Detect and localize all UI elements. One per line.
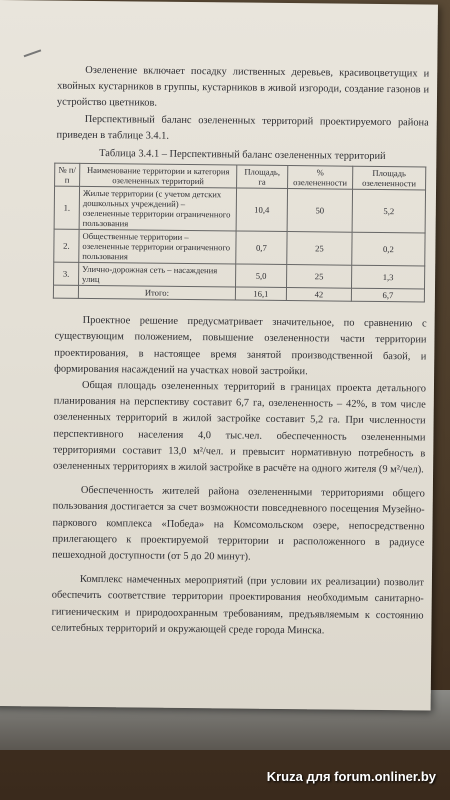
- header-name: Наименование территории и категория озелененных территорий: [80, 164, 237, 189]
- cell-green: 6,7: [351, 288, 424, 302]
- table-caption: Таблица 3.4.1 – Перспективный баланс озелененных территорий: [99, 148, 386, 163]
- cell-name: Жилые территории (с учетом детских дошкольных учреждений) – озелененные территории ограниченного пользования: [79, 187, 236, 232]
- header-green-area: Площадь озелененности: [353, 166, 426, 190]
- watermark-text: Kruza для forum.onliner.by: [266, 769, 436, 784]
- cell-num: 3.: [54, 262, 79, 285]
- header-pct: % озелененности: [288, 166, 353, 190]
- paragraph: Перспективный баланс озелененных территорий проектируемого района приведен в таблице 3.4.1.: [56, 113, 429, 142]
- cell-pct: 25: [287, 232, 352, 266]
- cell-area: 16,1: [235, 287, 286, 301]
- header-num: № п/п: [55, 163, 80, 186]
- cell-name: Итого:: [78, 286, 235, 301]
- cell-pct: 25: [287, 265, 352, 289]
- cell-pct: 42: [286, 288, 351, 302]
- cell-pct: 50: [287, 189, 352, 233]
- cell-green: 5,2: [352, 189, 425, 233]
- pen-mark: [24, 49, 42, 57]
- cell-num: [53, 285, 78, 298]
- paragraph: Проектное решение предусматривает значительное, по сравнению с существующим положением, повышение озелененности части территории проектирования, в настоящее время занятой производственной базой, и формирования насаждений на участках новой застройки.: [54, 315, 427, 378]
- table-row: [54, 229, 425, 266]
- paragraph: Обеспеченность жителей района озелененными территориями общего пользования достигается за счет возможности повседневного посещения Музейно-паркового комплекса «Победа» на Комсомольском озере, непосредственно прилегающего к проектируемой территории и расположенного в радиусе пешеходной доступности (от 5 до 20 минут).: [52, 485, 425, 563]
- cell-name: Общественные территории – озелененные территории ограниченного пользования: [79, 230, 236, 265]
- cell-area: 5,0: [236, 264, 287, 288]
- cell-area: 0,7: [236, 231, 287, 265]
- header-area: Площадь, га: [237, 165, 288, 189]
- paragraph: Озеленение включает посадку лиственных деревьев, красивоцветущих и хвойных кустарников в группы, кустарников в живой изгороди, создание газонов и устройство цветников.: [56, 64, 430, 110]
- cell-green: 1,3: [351, 265, 424, 289]
- paragraph: Комплекс намеченных мероприятий (при условии их реализации) позволит обеспечить соответствие территории проектирования необходимым санитарно-гигиеническим и природоохранным требованиям, предъявляемым к состоянию селитебных территорий и окружающей среде города Минска.: [51, 574, 424, 637]
- balance-table: [53, 163, 426, 303]
- cell-num: 1.: [54, 186, 79, 229]
- paragraph: Общая площадь озелененных территорий в границах проекта детального планирования на перспективу составит 6,7 га, озелененность – 42%, в том числе озелененных территорий в жилой застройке составит 5,2 га. При численности перспективного населения 4,0 тыс.чел. обеспеченность озелененными территориями составит 13,0 м²/чел. и превысит нормативную потребность в озелененных территориях в жилой застройке в расчёте на одного жителя (9 м²/чел).: [53, 379, 427, 476]
- table-row: [54, 186, 425, 233]
- table-total-row: [53, 285, 424, 302]
- cell-green: 0,2: [352, 232, 425, 266]
- cell-num: 2.: [54, 229, 79, 262]
- document-content: [51, 63, 429, 641]
- cell-name: Улично-дорожная сеть – насаждения улиц: [79, 263, 236, 288]
- cell-area: 10,4: [236, 188, 287, 232]
